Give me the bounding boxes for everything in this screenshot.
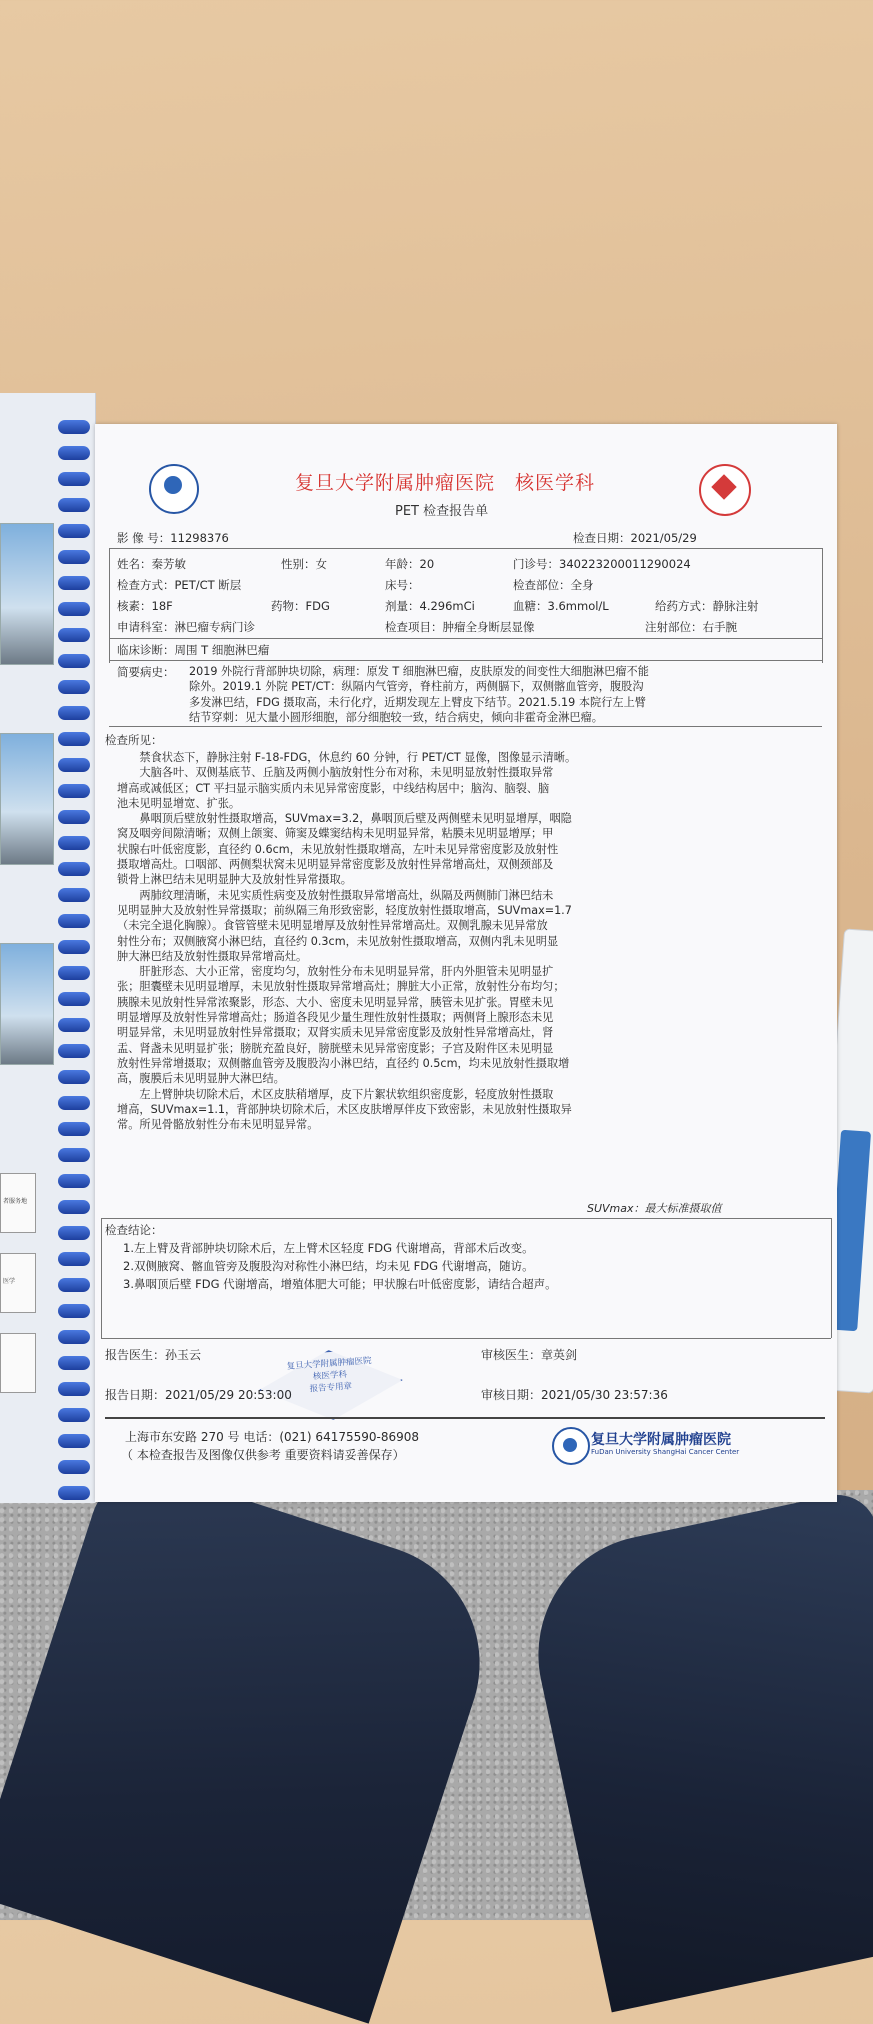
binding-ring — [58, 1148, 90, 1162]
patient-sex: 性别：女 — [281, 557, 327, 571]
binding-ring — [58, 914, 90, 928]
section-rule — [831, 1218, 832, 1338]
findings-label: 检查所见： — [105, 733, 163, 747]
booklet-info-box — [0, 1173, 36, 1233]
footer-rule — [105, 1417, 825, 1419]
table-rule — [109, 660, 822, 661]
binding-ring — [58, 1486, 90, 1500]
conclusion-item: 2.双侧腋窝、髂血管旁及腹股沟对称性小淋巴结，均未见 FDG 代谢增高，随访。 — [123, 1259, 534, 1273]
section-rule — [101, 1218, 102, 1338]
binding-ring — [58, 862, 90, 876]
binding-ring — [58, 654, 90, 668]
binding-ring — [58, 524, 90, 538]
exam-item: 检查项目：肿瘤全身断层显像 — [385, 620, 535, 634]
bed-number: 床号： — [385, 578, 420, 592]
booklet-info-box — [0, 1253, 36, 1313]
booklet-label: 者服务地 — [3, 1198, 28, 1205]
review-doctor: 审核医生：章英剑 — [481, 1348, 578, 1362]
binding-ring — [58, 940, 90, 954]
binding-ring — [58, 1122, 90, 1136]
request-department: 申请科室：淋巴瘤专病门诊 — [117, 620, 255, 634]
binding-ring — [58, 1070, 90, 1084]
footer-hospital-name: 复旦大学附属肿瘤医院 — [591, 1432, 731, 1448]
binding-ring — [58, 1460, 90, 1474]
binding-ring — [58, 1018, 90, 1032]
injection-site: 注射部位：右手腕 — [645, 620, 737, 634]
booklet-building-image — [0, 943, 54, 1065]
stamp-line: 复旦大学附属肿瘤医院 — [286, 1356, 372, 1372]
exam-site: 检查部位：全身 — [513, 578, 594, 592]
image-number: 影 像 号：11298376 — [117, 531, 229, 545]
binding-ring — [58, 576, 90, 590]
binding-ring — [58, 1096, 90, 1110]
conclusion-label: 检查结论： — [105, 1223, 163, 1237]
binding-ring — [58, 472, 90, 486]
binding-ring — [58, 1200, 90, 1214]
clinic-number: 门诊号：340223200011290024 — [513, 557, 691, 571]
blood-glucose: 血糖：3.6mmol/L — [513, 599, 609, 613]
binding-ring — [58, 1434, 90, 1448]
binding-ring — [58, 1252, 90, 1266]
table-rule — [822, 548, 823, 663]
binding-ring — [58, 1304, 90, 1318]
section-rule — [101, 1218, 831, 1219]
history-label: 简要病史： — [117, 665, 175, 679]
binding-ring — [58, 446, 90, 460]
binding-ring — [58, 888, 90, 902]
conclusion-item: 3.鼻咽顶后壁 FDG 代谢增高，增殖体肥大可能；甲状腺右叶低密度影，请结合超声。 — [123, 1277, 557, 1291]
report-date: 报告日期：2021/05/29 20:53:00 — [105, 1388, 292, 1402]
review-date: 审核日期：2021/05/30 23:57:36 — [481, 1388, 668, 1402]
binding-ring — [58, 966, 90, 980]
conclusion-item: 1.左上臂及背部肿块切除术后，左上臂术区轻度 FDG 代谢增高，背部术后改变。 — [123, 1241, 534, 1255]
binding-ring — [58, 1356, 90, 1370]
stamp-line: 核医学科 — [312, 1369, 348, 1383]
history-text: 2019 外院行背部肿块切除，病理：原发 T 细胞淋巴瘤，皮肤原发的间变性大细胞淋巴瘤不能 除外。2019.1 外院 PET/CT：纵隔内气管旁，脊柱前方，两侧膈下，双侧髂血管旁，腹股沟 多发淋巴结，FDG 摄取高，未行化疗，近期发现左上臂皮下结节。2021.5.19 本院行左上臂 结节穿刺：见大量小圆形细胞，部分细胞较一致，结合病史，倾向非霍奇金淋巴瘤。 — [189, 665, 649, 724]
binding-ring — [58, 992, 90, 1006]
suv-note: SUVmax：最大标准摄取值 — [587, 1202, 722, 1215]
booklet-building-image — [0, 733, 54, 865]
binding-ring — [58, 784, 90, 798]
table-rule — [109, 726, 822, 727]
report-stamp-text — [274, 1354, 386, 1398]
booklet-label: 医学 — [3, 1278, 16, 1285]
binding-ring — [58, 1278, 90, 1292]
binding-ring — [58, 1382, 90, 1396]
binding-ring — [58, 810, 90, 824]
stamp-line: 报告专用章 — [309, 1381, 353, 1395]
spiral-binding — [58, 420, 98, 1510]
footer-hospital-en: FuDan University ShangHai Cancer Center — [591, 1448, 740, 1456]
section-rule — [101, 1338, 831, 1339]
binding-ring — [58, 706, 90, 720]
binding-ring — [58, 1044, 90, 1058]
binding-ring — [58, 498, 90, 512]
report-title: PET 检查报告单 — [395, 504, 489, 519]
binding-ring — [58, 1174, 90, 1188]
table-rule — [109, 638, 822, 639]
patient-age: 年龄：20 — [385, 557, 435, 571]
nuclide: 核素：18F — [117, 599, 173, 613]
exam-method: 检查方式：PET/CT 断层 — [117, 578, 242, 592]
department-logo-icon — [699, 464, 751, 516]
exam-date: 检查日期：2021/05/29 — [573, 531, 697, 545]
booklet-info-box — [0, 1333, 36, 1393]
booklet-building-image — [0, 523, 54, 665]
binding-ring — [58, 1226, 90, 1240]
footer-hospital-logo-icon — [552, 1427, 590, 1465]
binding-ring — [58, 550, 90, 564]
binding-ring — [58, 420, 90, 434]
binding-ring — [58, 628, 90, 642]
binding-ring — [58, 680, 90, 694]
footer-note: （ 本检查报告及图像仅供参考 重要资料请妥善保存） — [121, 1448, 405, 1462]
table-rule — [109, 548, 110, 663]
report-doctor: 报告医生：孙玉云 — [105, 1348, 202, 1362]
binding-ring — [58, 732, 90, 746]
binding-ring — [58, 1330, 90, 1344]
patient-name: 姓名：秦芳敏 — [117, 557, 186, 571]
binding-ring — [58, 758, 90, 772]
clinical-diagnosis: 临床诊断：周围 T 细胞淋巴瘤 — [117, 643, 270, 657]
binding-ring — [58, 1408, 90, 1422]
findings-text: 禁食状态下，静脉注射 F-18-FDG，休息约 60 分钟，行 PET/CT 显像，图像显示清晰。 大脑各叶、双侧基底节、丘脑及两侧小脑放射性分布对称，未见明显放射性摄取异常 增高或减低区；CT 平扫显示脑实质内未见异常密度影，中线结构居中；脑沟、脑裂、脑 池未见明显增宽、扩张。 鼻咽顶后壁放射性摄取增高，SUVmax=3.2，鼻咽顶后壁及两侧壁未见明显增厚，咽隐 窝及咽旁间隙清晰；双侧上颌窦、筛窦及蝶窦结构未见明显异常，粘膜未见明显增厚；甲 状腺右叶低密度影，直径约 0.6cm，未见放射性摄取增高，左叶未见异常密度影及放射性 摄取增高灶。口咽部、两侧梨状窝未见明显异常密度影及放射性异常增高灶，双侧颈部及 锁骨上淋巴结未见明显肿大及放射性异常摄取。 两肺纹理清晰，未见实质性病变及放射性摄取异常增高灶，纵隔及两侧肺门淋巴结未 见明显肿大及放射性异常摄取；前纵隔三角形致密影，轻度放射性摄取增高，SUVmax=1.7 （未完全退化胸腺）。食管管壁未见明显增厚及放射性异常增高灶。双侧乳腺未见异常放 射性分布；双侧腋窝小淋巴结，直径约 0.3cm，未见放射性摄取增高，双侧内乳未见明显 肿大淋巴结及放射性摄取异常增高灶。 肝脏形态、大小正常，密度均匀，放射性分布未见明显异常，肝内外胆管未见明显扩 张；胆囊壁未见明显增厚，未见放射性摄取异常增高灶；脾脏大小正常，放射性分布均匀； 胰腺未见放射性异常浓聚影，形态、大小、密度未见明显异常，胰管未见扩张。胃壁未见 明显增厚及放射性异常增高灶；肠道各段见少量生理性放射性摄取；两侧肾上腺形态未见 明显异常，未见明显放射性异常摄取；双肾实质未见异常密度影及放射性异常增高灶，肾 盂、肾盏未见明显扩张；膀胱充盈良好，膀胱壁未见异常密度影；子宫及附件区未见明显 放射性异常增摄取；双侧髂血管旁及腹股沟小淋巴结，直径约 0.5cm，均未见放射性摄取增 高，腹膜后未见明显肿大淋巴结。 左上臂肿块切除术后，术区皮肤稍增厚，皮下片絮状软组织密度影，轻度放射性摄取 增高，SUVmax=1.1，背部肿块切除术后，术区皮肤增厚伴皮下致密影，未见放射性摄取异 常。所见骨骼放射性分布未见明显异常。 — [117, 751, 577, 1132]
binding-ring — [58, 602, 90, 616]
hospital-title: 复旦大学附属肿瘤医院 核医学科 — [295, 472, 596, 494]
hospital-logo-icon — [149, 464, 199, 514]
table-rule — [109, 548, 822, 549]
drug: 药物：FDG — [271, 599, 330, 613]
dose: 剂量：4.296mCi — [385, 599, 475, 613]
report-sheet — [95, 424, 837, 1502]
footer-address: 上海市东安路 270 号 电话：(021) 64175590-86908 — [125, 1430, 420, 1444]
route: 给药方式：静脉注射 — [655, 599, 759, 613]
binding-ring — [58, 836, 90, 850]
